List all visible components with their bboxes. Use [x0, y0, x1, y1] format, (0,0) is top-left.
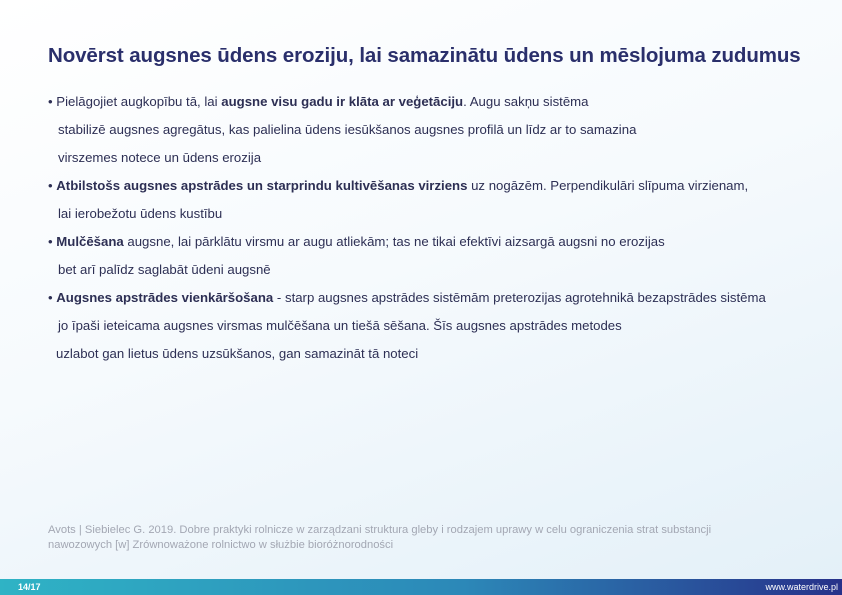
bullet-2-marker: •: [48, 178, 57, 193]
bullet-3-line-2: bet arī palīdz saglabāt ūdeni augsnē: [58, 262, 271, 277]
bullet-2-emphasis: Atbilstošs augsnes apstrādes un starprindu kultivēšanas virziens: [56, 178, 468, 193]
slide-title: Novērst augsnes ūdens eroziju, lai samazinātu ūdens un mēslojuma zudumus: [48, 44, 801, 67]
bullet-4-emphasis: Augsnes apstrādes vienkāršošana: [56, 290, 274, 305]
bullet-4-marker: •: [48, 290, 57, 305]
bullet-3-emphasis: Mulčēšana: [56, 234, 124, 249]
bullet-4-text: - starp augsnes apstrādes sistēmām preterozijas agrotehnikā bezapstrādes sistēma: [273, 290, 766, 305]
bullet-3-line-1: [48, 232, 828, 260]
bullet-2-line-2: lai ierobežotu ūdens kustību: [58, 206, 223, 221]
bullet-4-line-1: [48, 288, 828, 316]
bullet-1-emphasis: augsne visu gadu ir klāta ar veģetāciju: [221, 94, 464, 109]
source-citation: [48, 523, 808, 553]
bullet-1-line-2: stabilizē augsnes agregātus, kas palielina ūdens iesūkšanos augsnes profilā un līdz ar to samazina: [58, 122, 637, 137]
bullet-2-line-1: [48, 176, 828, 204]
website-link[interactable]: www.waterdrive.pl: [765, 582, 838, 592]
bullet-4-line-2: jo īpaši ieteicama augsnes virsmas mulčēšana un tiešā sēšana. Šīs augsnes apstrādes metodes: [58, 318, 622, 333]
source-line-2: nawozowych [w] Zrównoważone rolnictwo w służbie bioróżnorodności: [48, 539, 394, 551]
bullet-4-line-3: uzlabot gan lietus ūdens uzsūkšanos, gan samazināt tā noteci: [56, 346, 419, 361]
bullet-1-text-cont: . Augu sakņu sistēma: [463, 94, 589, 109]
bullet-3-text: augsne, lai pārklātu virsmu ar augu atliekām; tas ne tikai efektīvi aizsargā augsni no erozijas: [123, 234, 665, 249]
bullet-list: [48, 92, 828, 372]
footer-bar: [0, 579, 842, 595]
bullet-3-marker: •: [48, 234, 57, 249]
bullet-1-text: • Pielāgojiet augkopību tā, lai: [48, 94, 222, 109]
source-line-1: Avots | Siebielec G. 2019. Dobre praktyki rolnicze w zarządzani struktura gleby i rodzajem uprawy w celu ograniczenia strat substancji: [48, 524, 712, 536]
bullet-1-line-3: virszemes notece un ūdens erozija: [58, 150, 262, 165]
page-number: 14/17: [18, 582, 41, 592]
bullet-1-line-1: [48, 92, 828, 120]
bullet-2-text: uz nogāzēm. Perpendikulāri slīpuma virzienam,: [467, 178, 749, 193]
